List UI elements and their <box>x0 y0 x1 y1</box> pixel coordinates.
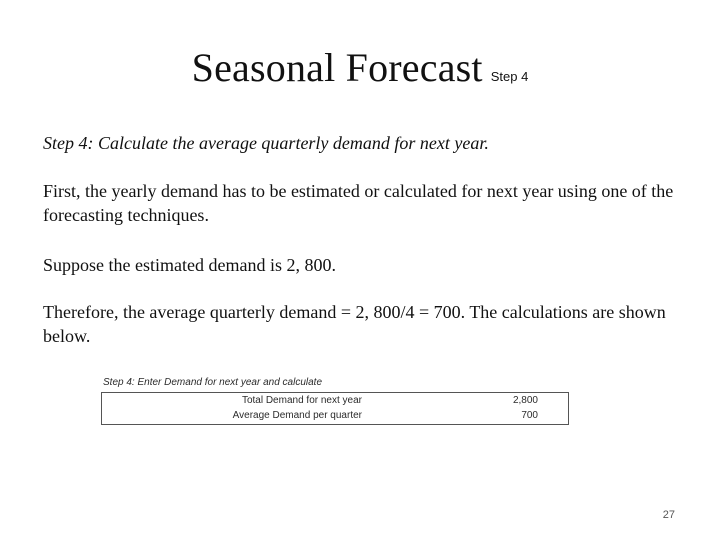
row-label: Average Demand per quarter <box>232 410 362 421</box>
slide-title <box>0 44 720 91</box>
step-heading: Step 4: Calculate the average quarterly demand for next year. <box>43 133 489 153</box>
title-step-label: Step 4 <box>490 69 529 84</box>
table-row <box>102 395 568 409</box>
table-row <box>102 410 568 424</box>
calculation-table <box>101 377 569 425</box>
row-label: Total Demand for next year <box>241 395 362 406</box>
page-number: 27 <box>662 509 675 521</box>
row-value: 2,800 <box>512 395 538 406</box>
paragraph-estimated-demand: Suppose the estimated demand is 2, 800. <box>43 255 336 275</box>
row-value: 700 <box>521 410 538 421</box>
calculation-header: Step 4: Enter Demand for next year and calculate <box>103 377 323 388</box>
paragraph-yearly-demand: First, the yearly demand has to be estimated or calculated for next year using one of the forecasting techniques. <box>43 181 674 225</box>
calculation-box <box>101 392 569 425</box>
title-main: Seasonal Forecast <box>191 45 483 90</box>
paragraph-average-quarterly: Therefore, the average quarterly demand = 2, 800/4 = 700. The calculations are shown below. <box>43 302 666 346</box>
